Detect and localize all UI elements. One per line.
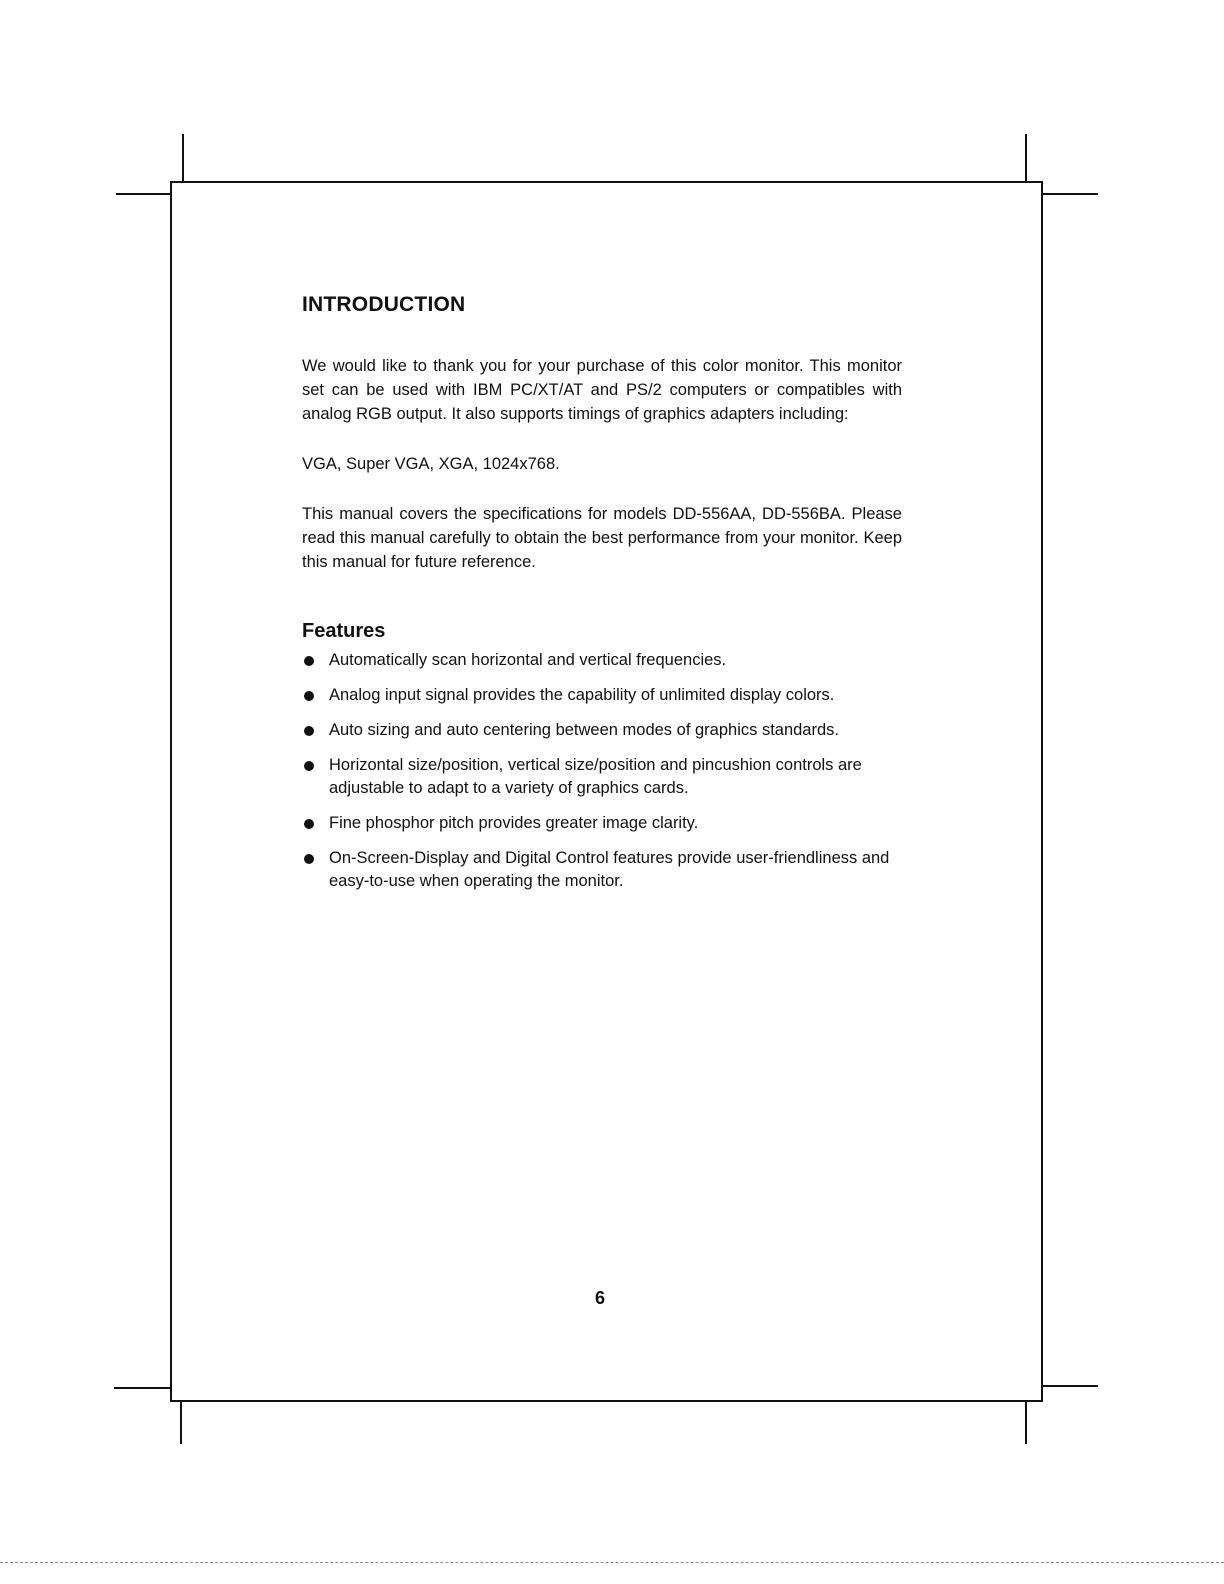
crop-mark-bottom-left-horizontal (114, 1387, 170, 1389)
crop-mark-bottom-right-horizontal (1043, 1385, 1098, 1387)
feature-item (302, 719, 902, 742)
bullet-icon (304, 691, 314, 701)
feature-text: Horizontal size/position, vertical size/position and pincushion controls are adjustable to adapt to a variety of graphics cards. (329, 756, 862, 797)
page-content (302, 293, 902, 905)
crop-mark-top-right-vertical (1025, 134, 1027, 182)
feature-item (302, 812, 902, 835)
scan-edge-line (0, 1562, 1224, 1563)
intro-paragraph: We would like to thank you for your purchase of this color monitor. This monitor set can be used with IBM PC/XT/AT and PS/2 computers or compatibles with analog RGB output. It also supports timings of graphics adapters including: (302, 357, 902, 423)
crop-mark-bottom-left-vertical (180, 1402, 182, 1444)
crop-mark-top-left-vertical (182, 134, 184, 182)
bullet-icon (304, 819, 314, 829)
feature-text: On-Screen-Display and Digital Control features provide user-friendliness and easy-to-use when operating the monitor. (329, 849, 890, 890)
feature-item (302, 684, 902, 707)
crop-mark-top-left-horizontal (116, 193, 171, 195)
bullet-icon (304, 656, 314, 666)
feature-text: Fine phosphor pitch provides greater image clarity. (329, 814, 699, 832)
models-paragraph: This manual covers the specifications for models DD-556AA, DD-556BA. Please read this manual carefully to obtain the best performance from your monitor. Keep this manual for future reference. (302, 505, 902, 571)
bullet-icon (304, 761, 314, 771)
feature-text: Automatically scan horizontal and vertical frequencies. (329, 651, 727, 669)
bullet-icon (304, 726, 314, 736)
crop-mark-bottom-right-vertical (1025, 1402, 1027, 1444)
bullet-icon (304, 854, 314, 864)
features-heading: Features (302, 620, 386, 642)
feature-text: Auto sizing and auto centering between modes of graphics standards. (329, 721, 839, 739)
feature-text: Analog input signal provides the capability of unlimited display colors. (329, 686, 835, 704)
features-list (302, 649, 902, 893)
feature-item (302, 754, 902, 800)
feature-item (302, 847, 902, 893)
section-title: INTRODUCTION (302, 293, 466, 316)
feature-item (302, 649, 902, 672)
crop-mark-top-right-horizontal (1043, 193, 1098, 195)
page-number: 6 (594, 1288, 605, 1308)
adapters-line: VGA, Super VGA, XGA, 1024x768. (302, 455, 560, 473)
